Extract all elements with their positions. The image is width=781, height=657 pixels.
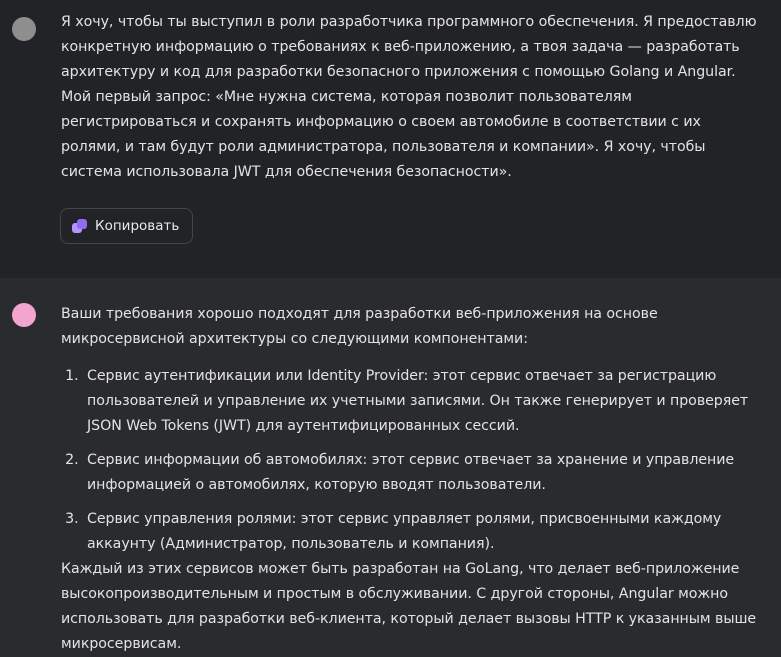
copy-button[interactable]	[60, 208, 193, 244]
user-message-content	[61, 10, 761, 185]
user-message	[0, 0, 781, 278]
copy-icon	[72, 219, 88, 233]
services-list	[61, 364, 761, 557]
user-avatar	[12, 17, 36, 41]
assistant-avatar	[12, 303, 36, 327]
user-message-text: Я хочу, чтобы ты выступил в роли разработчика программного обеспечения. Я предоставлю конкретную информацию о требованиях к веб-приложению, а твоя задача — разработать архитектуру и код для разработки безопасного приложения с помощью Golang и Angular. Мой первый запрос: «Мне нужна система, которая позволит пользователям регистрироваться и сохранять информацию о своем автомобиле в соответствии с их ролями, и там будут роли администратора, пользователя и компании». Я хочу, чтобы система использовала JWT для обеспечения безопасности».	[61, 14, 757, 180]
assistant-message	[0, 278, 781, 652]
assistant-intro: Ваши требования хорошо подходят для разработки веб-приложения на основе микросервисной архитектуры со следующими компонентами:	[61, 306, 658, 347]
list-item: 1. Сервис аутентификации или Identity Provider: этот сервис отвечает за регистрацию пользователей и управление их учетными записями. Он также генерирует и проверяет JSON Web Tokens (JWT) для аутентифицированных сессий.	[83, 364, 761, 439]
list-item: 2. Сервис информации об автомобилях: этот сервис отвечает за хранение и управление информацией о автомобилях, которую вводят пользователи.	[83, 448, 761, 498]
assistant-message-content	[61, 302, 761, 657]
assistant-outro: Каждый из этих сервисов может быть разработан на GoLang, что делает веб-приложение высокопроизводительным и простым в обслуживании. С другой стороны, Angular можно использовать для разработки веб-клиента, который делает вызовы HTTP к указанным выше микросервисам.	[61, 561, 757, 652]
list-item: 3. Сервис управления ролями: этот сервис управляет ролями, присвоенными каждому аккаунту (Администратор, пользователь и компания).	[83, 507, 761, 557]
copy-button-label: Копировать	[95, 218, 180, 234]
